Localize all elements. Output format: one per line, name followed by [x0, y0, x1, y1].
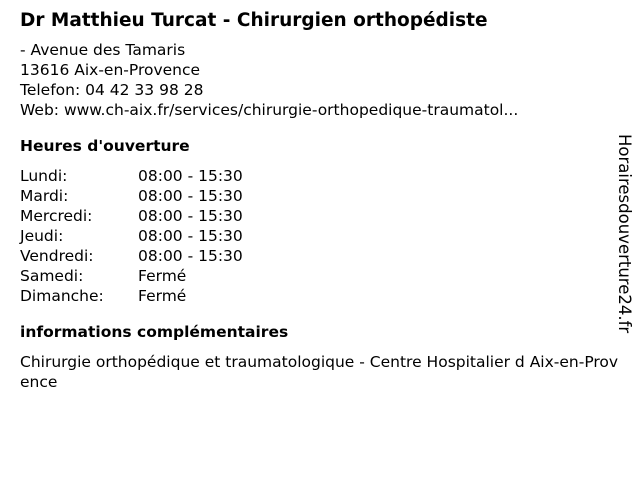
- day-label: Mercredi:: [20, 207, 93, 225]
- opening-hours-table: [20, 166, 243, 306]
- time-value: 08:00 - 15:30: [138, 247, 243, 265]
- website-link[interactable]: Web: www.ch-aix.fr/services/chirurgie-orthopedique-traumatol...: [20, 101, 519, 119]
- day-label: Mardi:: [20, 187, 69, 205]
- hours-row-saturday: [20, 266, 243, 286]
- time-value: 08:00 - 15:30: [138, 227, 243, 245]
- business-card: [20, 8, 619, 392]
- side-brand-text: Horairesdouverture24.fr: [615, 134, 634, 334]
- hours-row-monday: [20, 166, 243, 186]
- opening-hours-heading: Heures d'ouverture: [20, 137, 190, 155]
- hours-row-tuesday: [20, 186, 243, 206]
- additional-info-heading: informations complémentaires: [20, 323, 289, 341]
- time-value: Fermé: [138, 267, 187, 285]
- hours-row-sunday: [20, 286, 243, 306]
- side-brand-watermark: [614, 134, 634, 346]
- day-label: Lundi:: [20, 167, 68, 185]
- additional-info-text: Chirurgie orthopédique et traumatologique - Centre Hospitalier d Aix-en-Provence: [20, 353, 619, 391]
- address-street: - Avenue des Tamaris: [20, 41, 186, 59]
- day-label: Samedi:: [20, 267, 84, 285]
- time-value: 08:00 - 15:30: [138, 167, 243, 185]
- phone-number: Telefon: 04 42 33 98 28: [20, 81, 204, 99]
- hours-row-wednesday: [20, 206, 243, 226]
- time-value: 08:00 - 15:30: [138, 187, 243, 205]
- page-title: Dr Matthieu Turcat - Chirurgien orthopédiste: [20, 10, 488, 31]
- day-label: Jeudi:: [20, 227, 64, 245]
- hours-row-friday: [20, 246, 243, 266]
- day-label: Dimanche:: [20, 287, 104, 305]
- time-value: 08:00 - 15:30: [138, 207, 243, 225]
- hours-row-thursday: [20, 226, 243, 246]
- day-label: Vendredi:: [20, 247, 94, 265]
- address-city: 13616 Aix-en-Provence: [20, 61, 201, 79]
- time-value: Fermé: [138, 287, 187, 305]
